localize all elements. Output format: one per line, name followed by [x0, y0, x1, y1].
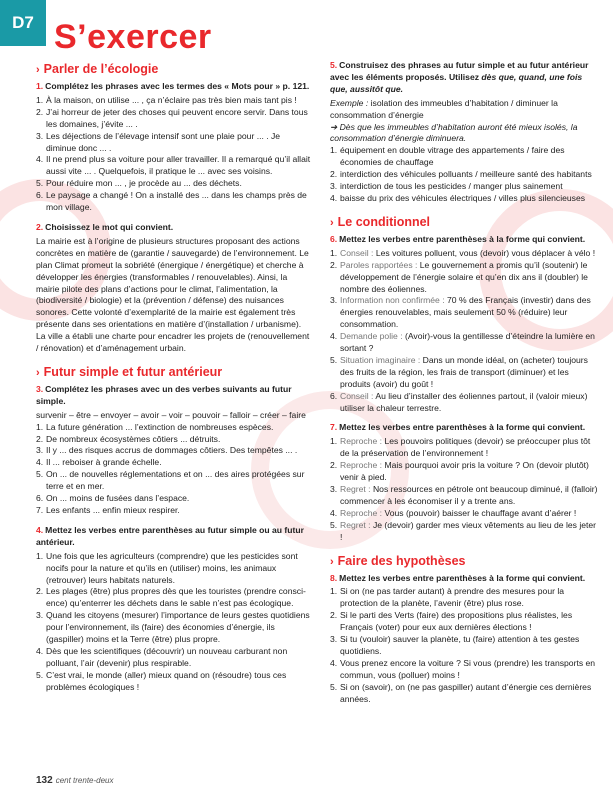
list-item: 2. Reproche : Mais pourquoi avoir pris la voiture ? On (devoir plutôt) venir à pied.: [330, 460, 589, 483]
list-item: 1. Si on (ne pas tarder autant) à prendre des mesures pour la protection de la planète, l’avenir (être) plus rose.: [330, 586, 565, 609]
list-item: 5. Situation imaginaire : Dans un monde idéal, on (acheter) toujours des fruits de la région, les frais de transport (diminuer) et les produits (avoir) du goût !: [330, 354, 588, 389]
chevron-right-icon: ›: [330, 555, 334, 568]
list-item: 4. Il ne prend plus sa voiture pour aller travailler. Il a remarqué qu’il allait aussi vite ... . Quelquefois, il pratique le ... avec ses voisins.: [36, 154, 311, 177]
exercise-prompt: 5. Construisez des phrases au futur simple et au futur antérieur avec les éléments proposés. Utilisez dès que, quand, une fois que, aussitôt que.: [330, 60, 589, 94]
section-heading: › Futur simple et futur antérieur: [36, 364, 223, 379]
chevron-right-icon: ›: [330, 216, 334, 229]
list-item: 4. baisse du prix des véhicules électriques / villes plus silencieuses: [330, 192, 586, 203]
list-item: 2. Paroles rapportées : Le gouvernement a promis qu’il (soutenir) le développement de l’énergie solaire et qu’en dix ans il (doubler) le nombre des éoliennes.: [330, 259, 588, 294]
list-item: 6. Le paysage a changé ! On a installé des ... dans les champs près de mon village.: [36, 190, 307, 213]
list-item: 3. Les déjections de l’élevage intensif sont une plaie pour ... . Je diminue donc ... .: [36, 130, 281, 153]
exercise-4-list: [36, 551, 312, 694]
list-item: 2. De nombreux écosystèmes côtiers ... détruits.: [36, 433, 221, 444]
exercise-1-list: [36, 95, 312, 214]
exercise-5-list: [330, 145, 600, 205]
exercise-2-text: La mairie est à l’origine de plusieurs structures proposant des actions concrètes en matière de (garantie / sauvegarde) de l’environnement. Le plan Climat promeut la sobriété (énergique / énergétique) et cherche à développer les énergies (transformables / renouvelables). Ainsi, la mairie pilote des plans d’actions pour le climat, l’alimentation, la (biodiversité / biologie) et la (prévention / défense) des nuisances sonores. Cette volonté d’exemplarité de la mairie est également très présente dans ses orientations en matière d’(installation / urbanisme). La ville a établi une charte pour encadrer les projets de (renouvellement / rénovation) et d’aménagement urbain.: [36, 235, 310, 354]
list-item: 7. Les enfants ... enfin mieux respirer.: [36, 505, 180, 515]
exercise-prompt: 4. Mettez les verbes entre parenthèses au futur simple ou au futur antérieur.: [36, 524, 305, 547]
list-item: 4. Il ... reboiser à grande échelle.: [36, 457, 162, 468]
list-item: 2. interdiction des véhicules polluants / meilleure santé des habitants: [330, 169, 592, 180]
list-item: 2. Les plages (être) plus propres dès que les touristes (prendre conscience) qu’enterrer les déchets dans le sable n’est pas écologique.: [36, 586, 306, 609]
exercise-prompt: 6. Mettez les verbes entre parenthèses à la forme qui convient.: [330, 233, 586, 244]
exercise-prompt: 3. Complétez les phrases avec un des verbes suivants au futur simple.: [36, 383, 292, 406]
list-item: 3. interdiction de tous les pesticides / manger plus sainement: [330, 181, 563, 192]
list-item: 1. équipement en double vitrage des appartements / faire des économies de chauffage: [330, 145, 565, 168]
exercise-prompt: 2. Choisissez le mot qui convient.: [36, 221, 174, 232]
list-item: 1. Une fois que les agriculteurs (comprendre) que les pesticides sont nocifs pour la nature et qu’ils en (utiliser) moins, les animaux (retrouver) leurs habitats naturels.: [36, 550, 298, 585]
page-number: 132: [36, 775, 53, 786]
list-item: 4. Demande polie : (Avoir)-vous la gentillesse d’éteindre la lumière en sortant ?: [330, 331, 595, 354]
right-column: [330, 60, 600, 706]
section-tab: D7: [0, 0, 46, 46]
exercise-3-list: [36, 422, 312, 517]
exercise-6-list: [330, 248, 600, 415]
chevron-right-icon: ›: [36, 64, 40, 76]
list-item: 4. Dès que les scientifiques (découvrir) un nouveau carburant non polluant, l’air (devenir) plus respirable.: [36, 645, 288, 668]
list-item: 3. Quand les citoyens (mesurer) l’importance de leurs gestes quotidiens pour l’environnement, ils (faire) des économies d’énergie, ils (gaspiller) moins et la Terre (être) plus propre.: [36, 610, 310, 645]
list-item: 3. Il y ... des risques accrus de dommages côtiers. Des tempêtes ... .: [36, 445, 298, 456]
verb-list: survenir – être – envoyer – avoir – voir – pouvoir – falloir – créer – faire: [36, 409, 306, 420]
section-heading: › Faire des hypothèses: [330, 553, 466, 568]
list-item: 5. On ... de nouvelles réglementations et on ... des aires protégées sur terre et en mer.: [36, 469, 305, 492]
list-item: 1. À la maison, on utilise ... , ça n’éclaire pas très bien mais tant pis !: [36, 94, 297, 105]
list-item: 3. Si tu (vouloir) sauver la planète, tu (faire) attention à tes gestes quotidiens.: [330, 634, 580, 656]
list-item: 1. Reproche : Les pouvoirs politiques (devoir) se préoccuper plus tôt de la préservation de l’environnement !: [330, 436, 591, 459]
list-item: 5. Pour réduire mon ... , je procède au ... des déchets.: [36, 178, 242, 189]
page-number-words: cent trente-deux: [55, 776, 114, 785]
list-item: 5. Si on (savoir), on (ne pas gaspiller) autant d’énergie ces dernières années.: [330, 681, 592, 704]
section-heading: › Le conditionnel: [330, 214, 431, 229]
list-item: 3. Information non confirmée : 70 % des Français (investir) dans des énergies renouvelables, mais seulement 50 % (réduire) leur consommation.: [330, 295, 591, 330]
page-title: S’exercer: [54, 18, 212, 56]
list-item: 4. Reproche : Vous (pouvoir) baisser le chauffage avant d’aérer !: [330, 507, 577, 518]
list-item: 6. On ... moins de fusées dans l’espace.: [36, 493, 190, 504]
exercise-prompt: 1. Complétez les phrases avec les termes des « Mots pour » p. 121.: [36, 81, 310, 91]
example-answer: ➔ Dès que les immeubles d’habitation auront été mieux isolés, la consommation d’énergie diminuera.: [330, 121, 578, 144]
list-item: 2. J’ai horreur de jeter des choses qui peuvent encore servir. Dans tous les domaines, j’évite ... .: [36, 106, 308, 129]
exercise-8-list: [330, 586, 600, 705]
exercise-prompt: 8. Mettez les verbes entre parenthèses à la forme qui convient.: [330, 572, 586, 583]
list-item: 3. Regret : Nos ressources en pétrole ont beaucoup diminué, il (falloir) commencer à les économiser il y a trente ans.: [330, 484, 598, 506]
exercise-prompt: 7. Mettez les verbes entre parenthèses à la forme qui convient.: [330, 422, 586, 433]
list-item: 5. Regret : Je (devoir) garder mes vieux vêtements au lieu de les jeter !: [330, 519, 597, 542]
list-item: 1. La future génération ... l’extinction de nombreuses espèces.: [36, 421, 274, 432]
list-item: 4. Vous prenez encore la voiture ? Si vous (prendre) les transports en commun, vous (polluer) moins !: [330, 657, 596, 680]
list-item: 5. C’est vrai, le monde (aller) mieux quand on (résoudre) tous ces problèmes écologiques !: [36, 669, 287, 692]
section-heading: › Parler de l’écologie: [36, 62, 159, 76]
example: Exemple : isolation des immeubles d’habitation / diminuer la consommation d’énergie: [330, 97, 558, 120]
chevron-right-icon: ›: [36, 366, 40, 379]
list-item: 2. Si le parti des Verts (faire) des propositions plus réalistes, les Français (voter) pour eux aux dernières élections !: [330, 610, 573, 633]
page-footer: [36, 775, 114, 786]
list-item: 6. Conseil : Au lieu d’installer des éoliennes partout, il (valoir mieux) utiliser la chaleur terrestre.: [330, 390, 588, 413]
list-item: 1. Conseil : Les voitures polluent, vous (devoir) vous déplacer à vélo !: [330, 247, 596, 258]
exercise-7-list: [330, 436, 600, 543]
left-column: [36, 62, 312, 694]
